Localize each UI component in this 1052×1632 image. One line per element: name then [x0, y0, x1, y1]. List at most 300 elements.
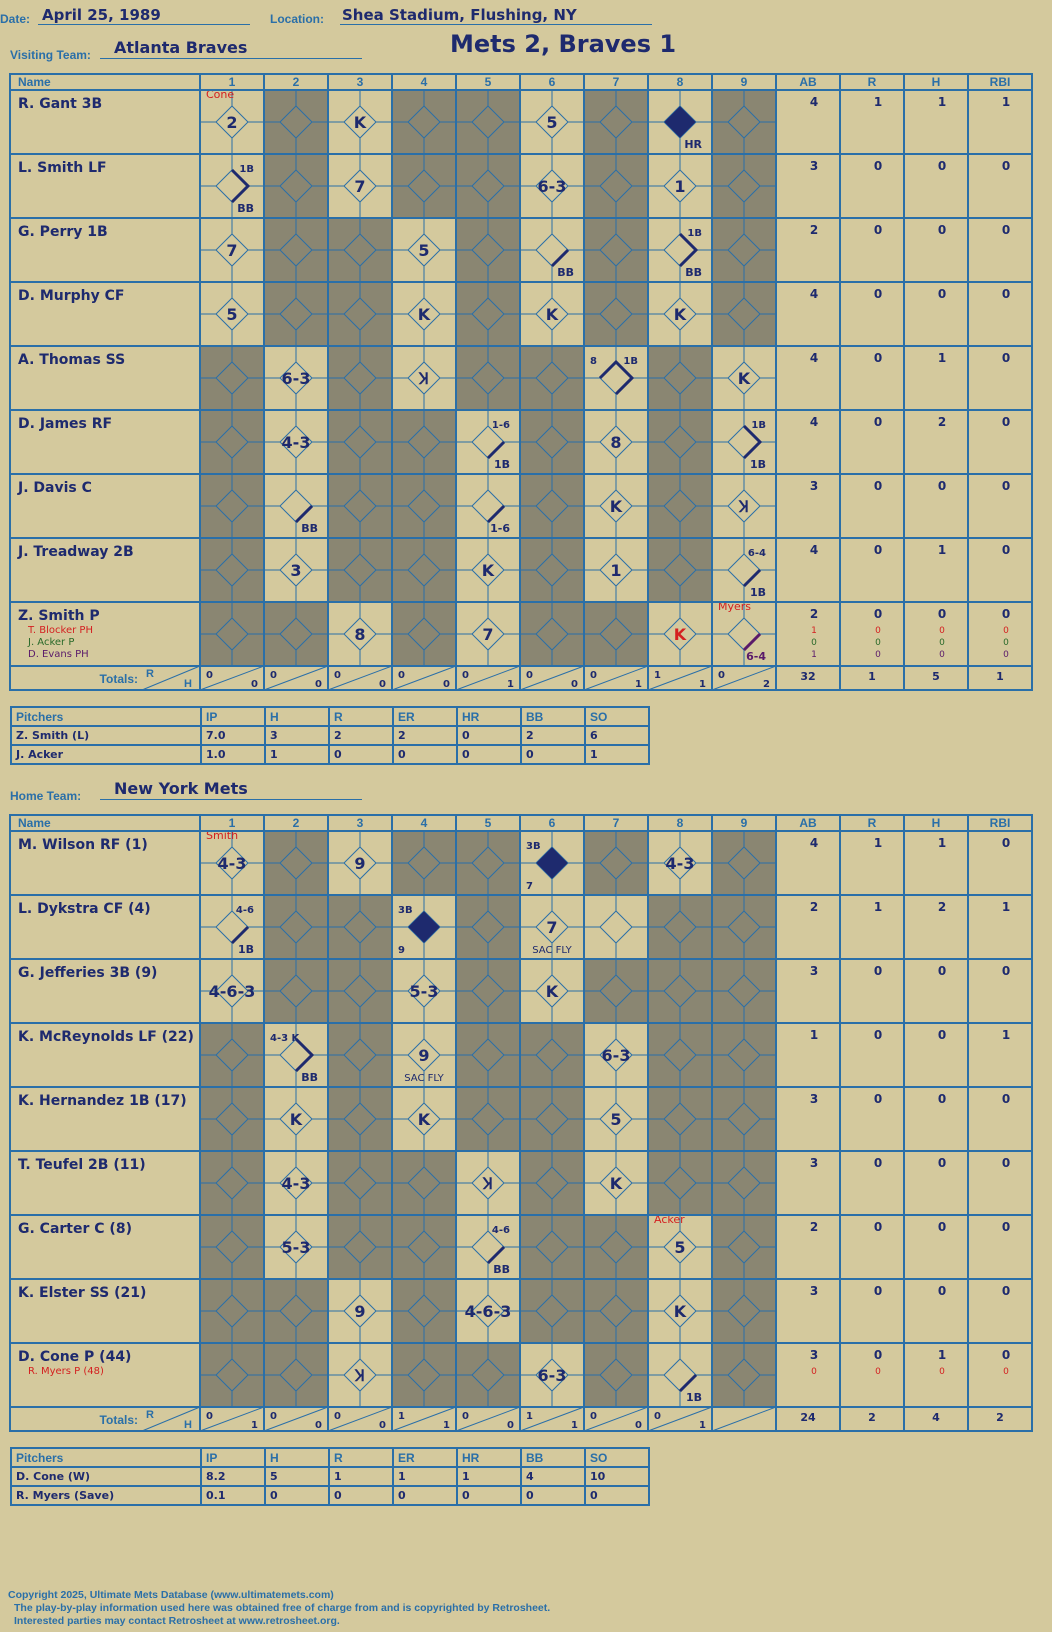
pitcher-row: [11, 745, 649, 764]
batter-stat: 0: [1001, 415, 1011, 429]
play-result: 6-3: [537, 177, 567, 196]
inning-header: 9: [740, 75, 748, 89]
inning-runs: 1: [398, 1411, 405, 1422]
batter-stat: 0: [873, 159, 883, 173]
game-location: Shea Stadium, Flushing, NY: [342, 6, 577, 24]
substitute-stat: 0: [875, 638, 881, 648]
play-note: 4-6: [491, 1225, 510, 1236]
batter-stat: 3: [809, 159, 819, 173]
inning-hits: 0: [635, 1420, 642, 1431]
inning-hits: 0: [315, 679, 322, 690]
inning-runs: 0: [206, 1411, 213, 1422]
batter-stat: 0: [937, 479, 947, 493]
pitcher-row: [11, 1467, 649, 1486]
inning-runs: 0: [526, 670, 533, 681]
totals-r-label: R: [146, 668, 154, 680]
pitcher-name: R. Myers (Save): [11, 1486, 201, 1505]
pitcher-stat: 7.0: [201, 726, 265, 745]
totals-r-label: R: [146, 1409, 154, 1421]
substitute-stat: 0: [1003, 638, 1009, 648]
so-col: SO: [585, 1448, 649, 1467]
batter-stat: 2: [937, 415, 947, 429]
inning-header: 8: [676, 816, 684, 830]
substitute-stat: 0: [811, 1367, 817, 1377]
play-result: 6-3: [281, 369, 311, 388]
batter-stat: 0: [1001, 1220, 1011, 1234]
play-note: BB: [685, 266, 702, 279]
pitcher-stat: 1: [393, 1467, 457, 1486]
play-note: BB: [237, 202, 254, 215]
batter-name: D. Murphy CF: [18, 288, 125, 304]
play-result: 2: [226, 113, 238, 132]
batter-stat: 4: [809, 287, 819, 301]
bb-col: BB: [521, 707, 585, 726]
play-result: 8: [610, 433, 622, 452]
substitute-stat: 0: [875, 650, 881, 660]
batter-stat: 1: [937, 351, 947, 365]
play-result: K: [417, 1110, 431, 1129]
batter-stat: 2: [809, 900, 819, 914]
play-result: K: [289, 1110, 303, 1129]
play-note: BB: [301, 1071, 318, 1084]
inning-runs: 0: [590, 670, 597, 681]
pitcher-stat: 0: [393, 1486, 457, 1505]
inning-header: 3: [356, 816, 364, 830]
totals-label: Totals:: [99, 1413, 138, 1427]
batter-stat: 0: [937, 223, 947, 237]
play-note: BB: [557, 266, 574, 279]
ip-col: IP: [201, 707, 265, 726]
play-note: BB: [301, 522, 318, 535]
pitcher-stat: 0: [457, 726, 521, 745]
inning-runs: 0: [206, 670, 213, 681]
inning-hits: 0: [379, 679, 386, 690]
batter-stat: 3: [809, 1348, 819, 1362]
play-note: 1B: [751, 420, 766, 431]
inning-hits: 2: [763, 679, 770, 690]
batter-stat: 1: [937, 95, 947, 109]
batter-stat: 0: [873, 479, 883, 493]
play-note: 1B: [623, 356, 638, 367]
batter-name: A. Thomas SS: [18, 352, 126, 368]
play-result: 7: [482, 625, 494, 644]
batter-stat: 0: [873, 1092, 883, 1106]
play-note: SAC FLY: [404, 1073, 444, 1084]
inning-hits: 1: [699, 1420, 706, 1431]
batter-name: J. Treadway 2B: [18, 544, 134, 560]
play-result: 4-3: [281, 1174, 311, 1193]
inning-runs: 0: [334, 670, 341, 681]
inning-hits: 1: [251, 1420, 258, 1431]
team-total-stat: 2: [996, 1411, 1004, 1424]
pitcher-stat: 10: [585, 1467, 649, 1486]
totals-h-label: H: [184, 1419, 192, 1431]
bb-col: BB: [521, 1448, 585, 1467]
r-col: R: [329, 707, 393, 726]
pitcher-row: [11, 1486, 649, 1505]
inning-hits: 0: [507, 1420, 514, 1431]
play-note: 4-6: [235, 905, 254, 916]
play-result: 5-3: [409, 982, 439, 1001]
pitcher-stat: 4: [521, 1467, 585, 1486]
inning-hits: 0: [571, 679, 578, 690]
substitute-stat: 0: [939, 1367, 945, 1377]
team-total-stat: 32: [800, 670, 816, 683]
inning-runs: 0: [398, 670, 405, 681]
pitching-change-note: Acker: [654, 1213, 685, 1226]
batter-stat: 0: [873, 287, 883, 301]
play-note: 1-6: [490, 522, 510, 535]
batter-stat: 1: [937, 836, 947, 850]
inning-hits: 1: [507, 679, 514, 690]
batter-stat: 1: [873, 95, 883, 109]
visiting-team-label: Visiting Team:: [10, 48, 91, 62]
pitcher-stat: 0.1: [201, 1486, 265, 1505]
hr-col: HR: [457, 1448, 521, 1467]
batter-stat: 0: [873, 223, 883, 237]
home-team-name: New York Mets: [114, 779, 248, 798]
stat-col-header: H: [931, 816, 941, 830]
batter-name: L. Dykstra CF (4): [18, 901, 151, 917]
batter-stat: 0: [937, 1028, 947, 1042]
play-result: 7: [546, 918, 558, 937]
inning-header: 2: [292, 816, 300, 830]
play-result: 5: [546, 113, 558, 132]
batter-stat: 0: [1001, 479, 1011, 493]
pitchers-header-row: [11, 1448, 649, 1467]
pitcher-stat: 0: [457, 745, 521, 764]
substitute-stat: 0: [939, 650, 945, 660]
batter-stat: 0: [1001, 964, 1011, 978]
batter-name: K. Elster SS (21): [18, 1285, 147, 1301]
inning-header: 3: [356, 75, 364, 89]
inning-hits: 0: [315, 1420, 322, 1431]
name-col-header: Name: [18, 75, 51, 89]
batter-stat: 0: [1001, 159, 1011, 173]
stat-col-header: R: [867, 816, 877, 830]
play-note: 6-4: [746, 650, 766, 663]
stat-col-header: H: [931, 75, 941, 89]
batter-stat: 4: [809, 95, 819, 109]
batter-name: G. Jefferies 3B (9): [18, 965, 158, 981]
inning-runs: 1: [526, 1411, 533, 1422]
batter-stat: 1: [1001, 900, 1011, 914]
play-note: HR: [684, 138, 702, 151]
substitute-stat: 0: [811, 638, 817, 648]
pitcher-stat: 0: [585, 1486, 649, 1505]
batter-stat: 4: [809, 543, 819, 557]
play-result: K: [737, 369, 751, 388]
home-pitchers-table: [10, 1447, 650, 1506]
play-result: K: [417, 305, 431, 324]
play-result: K: [673, 625, 687, 644]
batter-stat: 0: [1001, 1348, 1011, 1362]
inning-header: 7: [612, 75, 620, 89]
inning-hits: 1: [571, 1420, 578, 1431]
play-result: 7: [354, 177, 366, 196]
play-note: 7: [526, 881, 533, 892]
batter-name: Z. Smith P: [18, 608, 100, 624]
substitute-name: T. Blocker PH: [28, 625, 93, 636]
hr-col: HR: [457, 707, 521, 726]
play-result: K: [545, 305, 559, 324]
play-result: 6-3: [601, 1046, 631, 1065]
inning-runs: 0: [462, 670, 469, 681]
visitors-pitchers-table: [10, 706, 650, 765]
inning-hits: 1: [635, 679, 642, 690]
batter-stat: 0: [1001, 351, 1011, 365]
inning-runs: 1: [654, 670, 661, 681]
pitchers-col: Pitchers: [11, 707, 201, 726]
batter-name: G. Perry 1B: [18, 224, 108, 240]
inning-header: 6: [548, 75, 556, 89]
substitute-stat: 0: [1003, 626, 1009, 636]
inning-runs: 0: [590, 1411, 597, 1422]
play-note: 4-3 K: [270, 1033, 300, 1044]
play-note: 9: [398, 945, 405, 956]
play-result: 5: [674, 1238, 686, 1257]
inning-header: 4: [420, 75, 428, 89]
batter-stat: 0: [937, 287, 947, 301]
substitute-stat: 0: [875, 626, 881, 636]
pitcher-stat: 0: [329, 1486, 393, 1505]
batter-stat: 0: [873, 1156, 883, 1170]
inning-header: 7: [612, 816, 620, 830]
inning-hits: 0: [443, 679, 450, 690]
play-result: K: [481, 561, 495, 580]
play-note: 1B: [239, 164, 254, 175]
batter-name: T. Teufel 2B (11): [18, 1157, 146, 1173]
batter-stat: 2: [809, 1220, 819, 1234]
play-result: 4-3: [281, 433, 311, 452]
play-result: K: [609, 1174, 623, 1193]
play-note: 1B: [493, 458, 510, 471]
inning-header: 9: [740, 816, 748, 830]
play-note: 1-6: [491, 420, 510, 431]
stat-col-header: AB: [799, 816, 817, 830]
substitute-stat: 1: [811, 626, 817, 636]
play-note: 8: [590, 356, 597, 367]
team-total-stat: 1: [868, 670, 876, 683]
inning-header: 1: [228, 816, 236, 830]
play-result: 5: [226, 305, 238, 324]
batter-stat: 1: [873, 900, 883, 914]
play-result: 9: [354, 1302, 366, 1321]
batter-stat: 3: [809, 1092, 819, 1106]
pitcher-stat: 8.2: [201, 1467, 265, 1486]
batter-stat: 1: [1001, 1028, 1011, 1042]
batter-stat: 3: [809, 964, 819, 978]
pitcher-stat: 3: [265, 726, 329, 745]
batter-name: D. Cone P (44): [18, 1349, 132, 1365]
inning-hits: 0: [379, 1420, 386, 1431]
substitute-name: R. Myers P (48): [28, 1366, 104, 1377]
batter-stat: 0: [1001, 223, 1011, 237]
batter-stat: 4: [809, 836, 819, 850]
play-result: 1: [674, 177, 686, 196]
game-date: April 25, 1989: [42, 6, 161, 24]
play-result: K: [673, 305, 687, 324]
play-result: 9: [354, 854, 366, 873]
batter-stat: 0: [937, 1220, 947, 1234]
batter-stat: 0: [937, 1156, 947, 1170]
play-result: Ʞ: [355, 1366, 365, 1385]
inning-header: 5: [484, 75, 492, 89]
batter-stat: 0: [873, 1284, 883, 1298]
pitcher-stat: 0: [329, 745, 393, 764]
play-note: BB: [493, 1263, 510, 1276]
pitchers-header-row: [11, 707, 649, 726]
pitching-change-note: Myers: [718, 600, 752, 613]
batter-stat: 0: [937, 607, 947, 621]
play-result: 4-6-3: [208, 982, 256, 1001]
retrosheet-notice: The play-by-play information used here was obtained free of charge from and is copyrighted by Retrosheet.: [14, 1602, 551, 1614]
inning-header: 5: [484, 816, 492, 830]
play-note: 1B: [749, 458, 766, 471]
inning-hits: 1: [699, 679, 706, 690]
totals-h-label: H: [184, 678, 192, 690]
play-result: K: [609, 497, 623, 516]
batter-stat: 0: [1001, 1156, 1011, 1170]
pitcher-stat: 1.0: [201, 745, 265, 764]
date-label: Date:: [0, 12, 31, 26]
batter-name: G. Carter C (8): [18, 1221, 132, 1237]
batter-name: D. James RF: [18, 416, 113, 432]
pitcher-stat: 0: [457, 1486, 521, 1505]
play-result: 4-6-3: [464, 1302, 512, 1321]
play-note: 1B: [685, 1391, 702, 1404]
batter-stat: 0: [937, 1284, 947, 1298]
pitcher-stat: 0: [265, 1486, 329, 1505]
play-result: 9: [418, 1046, 430, 1065]
batter-stat: 3: [809, 1284, 819, 1298]
game-title: Mets 2, Braves 1: [450, 30, 677, 58]
batter-stat: 1: [1001, 95, 1011, 109]
batter-stat: 0: [937, 964, 947, 978]
play-result: 4-3: [217, 854, 247, 873]
totals-slash: [712, 1407, 776, 1431]
play-note: 3B: [398, 905, 413, 916]
inning-runs: 0: [270, 670, 277, 681]
play-note: 1B: [687, 228, 702, 239]
play-result: Ʞ: [483, 1174, 493, 1193]
batter-stat: 0: [873, 1220, 883, 1234]
substitute-stat: 0: [1003, 1367, 1009, 1377]
batter-stat: 1: [937, 1348, 947, 1362]
batter-stat: 4: [809, 415, 819, 429]
batter-stat: 0: [873, 351, 883, 365]
inning-runs: 0: [334, 1411, 341, 1422]
play-result: 6-3: [537, 1366, 567, 1385]
inning-runs: 0: [270, 1411, 277, 1422]
inning-header: 8: [676, 75, 684, 89]
batter-stat: 0: [873, 543, 883, 557]
substitute-name: D. Evans PH: [28, 649, 89, 660]
batter-stat: 0: [1001, 1284, 1011, 1298]
batter-stat: 1: [873, 836, 883, 850]
batter-stat: 0: [1001, 287, 1011, 301]
h-col: H: [265, 707, 329, 726]
totals-label: Totals:: [99, 672, 138, 686]
play-result: 7: [226, 241, 238, 260]
pitcher-stat: 0: [521, 1486, 585, 1505]
batter-stat: 2: [809, 223, 819, 237]
visiting-team-name: Atlanta Braves: [114, 38, 248, 57]
pitcher-stat: 1: [265, 745, 329, 764]
batter-stat: 4: [809, 351, 819, 365]
substitute-stat: 0: [875, 1367, 881, 1377]
inning-hits: 0: [251, 679, 258, 690]
pitcher-stat: 0: [393, 745, 457, 764]
inning-header: 2: [292, 75, 300, 89]
substitute-name: J. Acker P: [28, 637, 75, 648]
retrosheet-contact: Interested parties may contact Retrosheet at www.retrosheet.org.: [14, 1615, 340, 1627]
batter-stat: 3: [809, 479, 819, 493]
pitcher-stat: 2: [329, 726, 393, 745]
batter-stat: 0: [873, 1028, 883, 1042]
batter-stat: 1: [809, 1028, 819, 1042]
batter-name: M. Wilson RF (1): [18, 837, 148, 853]
inning-runs: 0: [462, 1411, 469, 1422]
pitching-change-note: Cone: [206, 88, 235, 101]
team-total-stat: 24: [800, 1411, 816, 1424]
ip-col: IP: [201, 1448, 265, 1467]
play-note: SAC FLY: [532, 945, 572, 956]
h-col: H: [265, 1448, 329, 1467]
pitcher-stat: 5: [265, 1467, 329, 1486]
batter-stat: 0: [1001, 836, 1011, 850]
batter-stat: 0: [1001, 543, 1011, 557]
pitcher-name: D. Cone (W): [11, 1467, 201, 1486]
pitcher-stat: 2: [521, 726, 585, 745]
team-total-stat: 1: [996, 670, 1004, 683]
play-result: 5: [610, 1110, 622, 1129]
play-result: Ʞ: [739, 497, 749, 516]
batter-name: K. McReynolds LF (22): [18, 1029, 194, 1045]
pitcher-stat: 6: [585, 726, 649, 745]
batter-stat: 1: [937, 543, 947, 557]
r-col: R: [329, 1448, 393, 1467]
substitute-stat: 0: [939, 626, 945, 636]
batter-stat: 3: [809, 1156, 819, 1170]
inning-runs: 0: [718, 670, 725, 681]
batter-name: K. Hernandez 1B (17): [18, 1093, 187, 1109]
copyright-line: Copyright 2025, Ultimate Mets Database (www.ultimatemets.com): [8, 1589, 334, 1601]
inning-header: 6: [548, 816, 556, 830]
pitcher-name: Z. Smith (L): [11, 726, 201, 745]
play-note: 6-4: [747, 548, 766, 559]
batter-stat: 0: [1001, 1092, 1011, 1106]
batter-stat: 0: [873, 1348, 883, 1362]
batter-stat: 0: [873, 607, 883, 621]
so-col: SO: [585, 707, 649, 726]
location-label: Location:: [270, 12, 324, 26]
batter-stat: 0: [937, 159, 947, 173]
substitute-stat: 1: [811, 650, 817, 660]
batter-stat: 0: [873, 964, 883, 978]
batter-stat: 2: [937, 900, 947, 914]
batter-name: J. Davis C: [18, 480, 92, 496]
play-result: K: [353, 113, 367, 132]
home-team-label: Home Team:: [10, 789, 82, 803]
batter-name: L. Smith LF: [18, 160, 107, 176]
inning-header: 1: [228, 75, 236, 89]
play-note: 1B: [237, 943, 254, 956]
stat-col-header: AB: [799, 75, 817, 89]
stat-col-header: R: [867, 75, 877, 89]
play-result: 1: [610, 561, 622, 580]
play-result: K: [545, 982, 559, 1001]
